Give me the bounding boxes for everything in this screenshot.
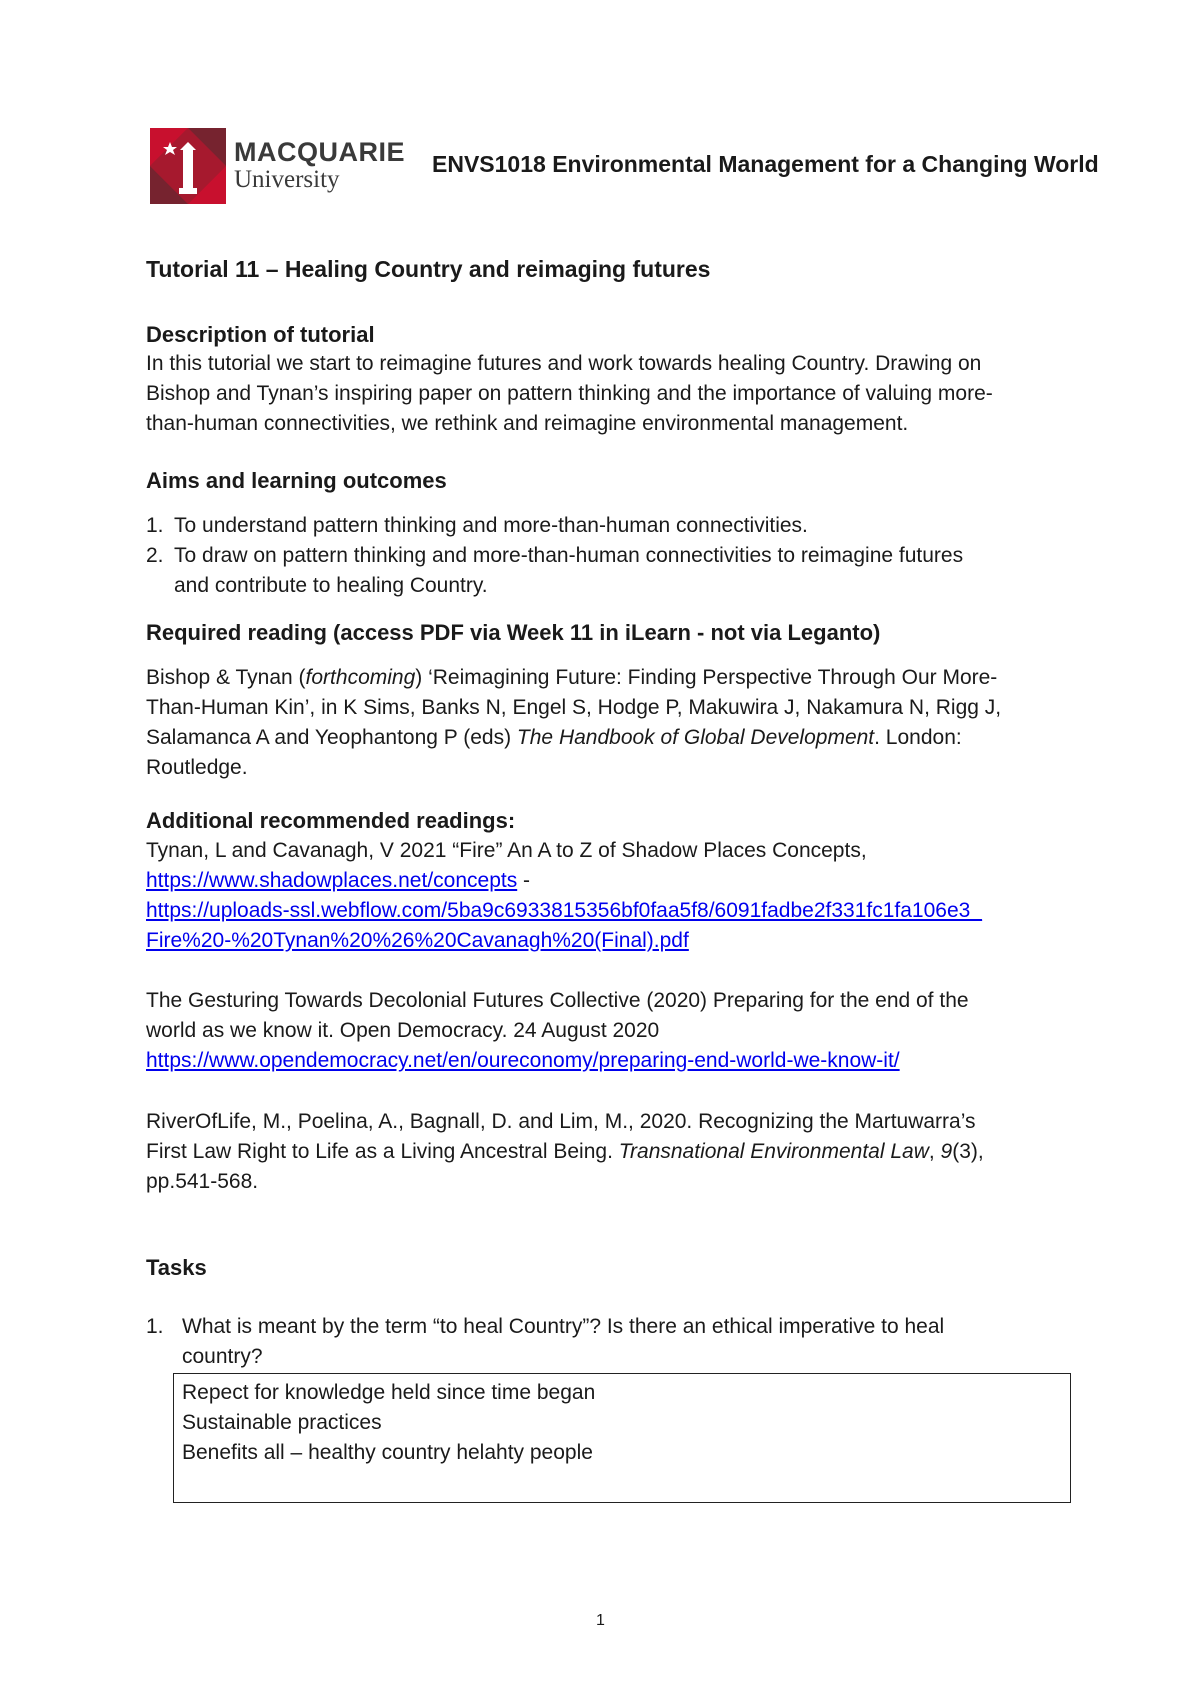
description-line: In this tutorial we start to reimagine futures and work towards healing Country. Drawing on	[146, 352, 982, 375]
answer-line: Repect for knowledge held since time began	[182, 1381, 596, 1404]
webflow-pdf-link[interactable]: https://uploads-ssl.webflow.com/5ba9c6933815356bf0faa5f8/6091fadbe2f331fc1fa106e3_	[146, 899, 982, 922]
reference-gesturing: The Gesturing Towards Decolonial Futures Collective (2020) Preparing for the end of the world as we know it. Open Democracy. 24 August 2020 https://www.opendemocracy.net/en/oureconomy/preparing-end-world-we-know-it/	[146, 989, 969, 1072]
aims-item-number: 2.	[146, 544, 164, 567]
description-line: Bishop and Tynan’s inspiring paper on pattern thinking and the importance of valuing more-	[146, 382, 993, 405]
answer-line: Sustainable practices	[182, 1411, 382, 1434]
shadowplaces-link[interactable]: https://www.shadowplaces.net/concepts	[146, 869, 518, 892]
macquarie-shield-icon	[150, 128, 226, 204]
task-number: 1.	[146, 1315, 164, 1338]
aims-item-text: To draw on pattern thinking and more-than-human connectivities to reimagine futures	[174, 544, 964, 567]
macquarie-logo	[150, 128, 405, 204]
logo-macquarie-text: MACQUARIE	[234, 137, 405, 167]
reference-tynan: Tynan, L and Cavanagh, V 2021 “Fire” An A to Z of Shadow Places Concepts, https://www.shadowplaces.net/concepts - https://uploads-ssl.webflow.com/5ba9c6933815356bf0faa5f8/6091fadbe2f331fc1fa106e3_ Fire%20-%20Tynan%20%26%20Cavanagh%20(Final).pdf	[146, 839, 982, 952]
aims-item-number: 1.	[146, 514, 164, 537]
page-number: 1	[596, 1612, 605, 1629]
aims-list-item	[146, 541, 1076, 571]
logo-university-text: University	[234, 166, 340, 193]
description-heading: Description of tutorial	[146, 322, 375, 347]
aims-list	[146, 511, 1076, 601]
answer-line: Benefits all – healthy country helahty people	[182, 1441, 593, 1464]
aims-item-text: To understand pattern thinking and more-than-human connectivities.	[174, 514, 808, 537]
aims-list-item	[146, 511, 1076, 541]
task-question-1: 1. What is meant by the term “to heal Country”? Is there an ethical imperative to heal country?	[146, 1312, 1086, 1372]
aims-list-item-continuation	[146, 571, 1076, 601]
description-paragraph	[146, 349, 1076, 439]
reference-riveroflife: RiverOfLife, M., Poelina, A., Bagnall, D. and Lim, M., 2020. Recognizing the Martuwarra’s First Law Right to Life as a Living Ancestral Being. Transnational Environmental Law, 9(3), pp.541-568.	[146, 1110, 984, 1193]
course-title: ENVS1018 Environmental Management for a Changing World	[432, 151, 1099, 177]
required-reading-citation: Bishop & Tynan (forthcoming) ‘Reimagining Future: Finding Perspective Through Our More- Than-Human Kin’, in K Sims, Banks N, Engel S, Hodge P, Makuwira J, Nakamura N, Rigg J, Salamanca A and Yeophantong P (eds) The Handbook of Global Development. London: Routledge.	[146, 666, 1002, 779]
additional-readings-heading: Additional recommended readings:	[146, 808, 516, 833]
tasks-heading: Tasks	[146, 1255, 207, 1280]
webflow-pdf-link-continued[interactable]: Fire%20-%20Tynan%20%26%20Cavanagh%20(Final).pdf	[146, 929, 689, 952]
tutorial-title: Tutorial 11 – Healing Country and reimaging futures	[146, 256, 711, 282]
opendemocracy-link[interactable]: https://www.opendemocracy.net/en/oureconomy/preparing-end-world-we-know-it/	[146, 1049, 900, 1072]
aims-heading: Aims and learning outcomes	[146, 468, 447, 493]
description-line: than-human connectivities, we rethink and reimagine environmental management.	[146, 412, 909, 435]
aims-item-text: and contribute to healing Country.	[174, 574, 488, 597]
answer-box[interactable]	[173, 1373, 1071, 1503]
required-reading-heading: Required reading (access PDF via Week 11 in iLearn - not via Leganto)	[146, 620, 881, 645]
